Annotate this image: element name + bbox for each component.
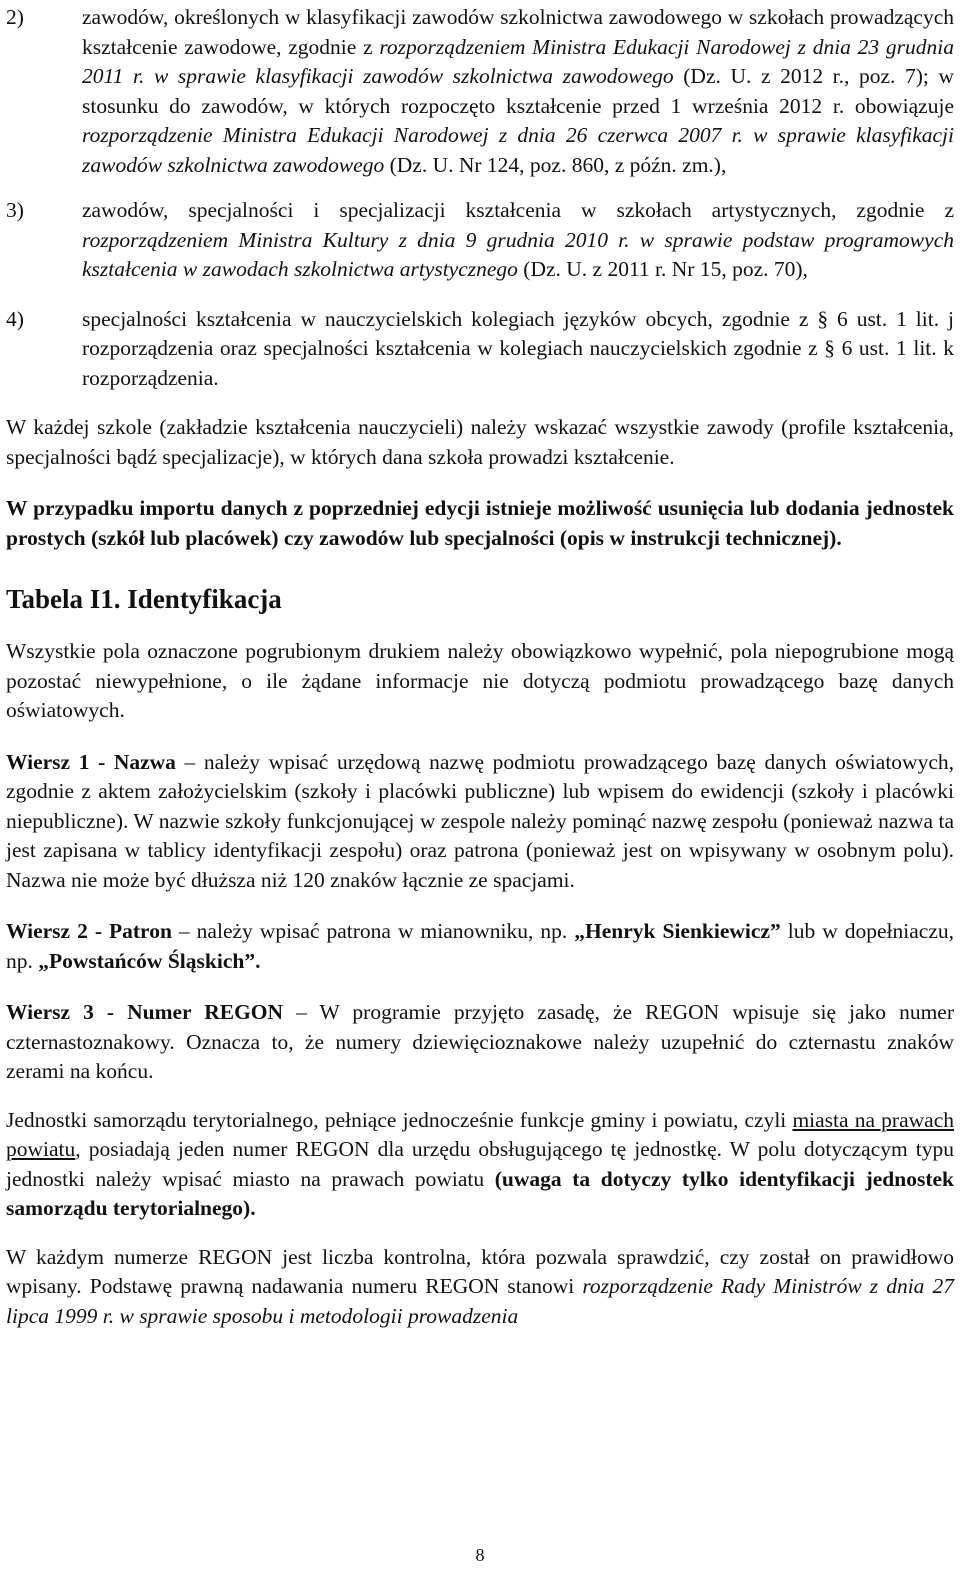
section-heading: Tabela I1. Identyfikacja bbox=[6, 584, 282, 614]
text-run: (Dz. U. z 2011 r. Nr 15, poz. 70), bbox=[517, 257, 808, 281]
import-note: W przypadku importu danych z poprzedniej edycji istnieje możliwość usunięcia lub dodania jednostek prostych (szkół lub placówek) czy zawodów lub specjalności (opis w instrukcji technicznej). bbox=[6, 496, 954, 550]
text-run: – W programie przyjęto zasadę, że REGON wpisuje się jako numer czternastoznakowy. Oznacza to, że numery dziewięcioznakowe należy uzupełnić do czternastu znaków zerami na końcu. bbox=[6, 1000, 954, 1083]
bold-text: „Henryk Sienkiewicz” bbox=[574, 919, 781, 943]
text-run: zawodów, specjalności i specjalizacji kształcenia w szkołach artystycznych, zgodnie z bbox=[82, 198, 954, 222]
bold-text: Wiersz 2 - Patron bbox=[6, 919, 172, 943]
text-run: Jednostki samorządu terytorialnego, pełniące jednocześnie funkcje gminy i powiatu, czyli bbox=[6, 1107, 793, 1132]
territorial-units-paragraph bbox=[6, 1106, 954, 1224]
page-number: 8 bbox=[475, 1545, 485, 1565]
legal-reference: rozporządzenie Ministra Edukacji Narodowej z dnia 26 czerwca 2007 r. w sprawie klasyfikacji zawodów szkolnictwa zawodowego bbox=[82, 123, 954, 177]
text-run: – należy wpisać urzędową nazwę podmiotu prowadzącego bazę danych oświatowych, zgodnie z aktem założycielskim (szkoły i placówki publiczne) lub wpisem do ewidencji (szkoły i placówki niepubliczne). W nazwie szkoły funkcjonującej w zespole należy pominąć nazwę zespołu (ponieważ nazwa ta jest zapisana w tablicy identyfikacji zespołu) oraz patrona (ponieważ jest on wpisywany w osobnym polu). Nazwa nie może być dłuższa niż 120 znaków łącznie ze spacjami. bbox=[6, 749, 954, 892]
row1-paragraph bbox=[6, 748, 954, 896]
document-page bbox=[6, 0, 954, 1331]
section-body bbox=[6, 637, 954, 1331]
list-item bbox=[6, 305, 954, 394]
intro-paragraph: W każdej szkole (zakładzie kształcenia nauczycieli) należy wskazać wszystkie zawody (profile kształcenia, specjalności bądź specjalizacje), w których dana szkoła prowadzi kształcenie. bbox=[6, 415, 954, 469]
list-number: 3) bbox=[6, 198, 24, 222]
list-item-text bbox=[82, 3, 954, 180]
legal-reference: rozporządzenie Rady Ministrów z dnia 27 lipca 1999 r. w sprawie sposobu i metodologii prowadzenia bbox=[6, 1274, 954, 1328]
bold-text: Wiersz 1 - Nazwa bbox=[6, 749, 176, 774]
bold-text: Wiersz 3 - Numer REGON bbox=[6, 1000, 284, 1024]
numbered-list bbox=[6, 3, 954, 393]
list-item-text bbox=[82, 196, 954, 285]
text-run: W każdym numerze REGON jest liczba kontrolna, która pozwala sprawdzić, czy został on prawidłowo wpisany. Podstawę prawną nadawania numeru REGON stanowi bbox=[6, 1244, 954, 1298]
text-run: (Dz. U. z 2012 r., poz. 7); w stosunku do zawodów, w których rozpoczęto kształcenie przed 1 września 2012 r. obowiązuje bbox=[82, 64, 954, 118]
legal-reference: rozporządzeniem Ministra Kultury z dnia 9 grudnia 2010 r. w sprawie podstaw programowych kształcenia w zawodach szkolnictwa artystycznego bbox=[82, 227, 954, 281]
underlined-text: miasta na prawach powiatu bbox=[6, 1107, 954, 1161]
text-run: , posiadają jeden numer REGON dla urzędu obsługującego tę jednostkę. W polu dotyczącym typu jednostki należy wpisać miasto na prawach powiatu bbox=[6, 1137, 954, 1191]
bold-text: (uwaga ta dotyczy tylko identyfikacji jednostek samorządu terytorialnego). bbox=[6, 1166, 954, 1220]
text-run: – należy wpisać patrona w mianowniku, np. bbox=[171, 919, 575, 943]
row3-paragraph bbox=[6, 998, 954, 1087]
list-number: 2) bbox=[6, 5, 24, 29]
list-item-text bbox=[82, 305, 954, 394]
text-run: zawodów, określonych w klasyfikacji zawodów szkolnictwa zawodowego w szkołach prowadzących kształcenie zawodowe, zgodnie z bbox=[82, 5, 954, 59]
text-run: lub w dopełniaczu, np. bbox=[6, 919, 954, 973]
regon-paragraph bbox=[6, 1243, 954, 1332]
list-item bbox=[6, 3, 954, 180]
fields-paragraph bbox=[6, 637, 954, 726]
text-run: Wszystkie pola oznaczone pogrubionym drukiem należy obowiązkowo wypełnić, pola niepogrubione mogą pozostać niewypełnione, o ile żądane informacje nie dotyczą podmiotu prowadzącego bazę danych oświatowych. bbox=[6, 639, 954, 722]
text-run: specjalności kształcenia w nauczycielskich kolegiach języków obcych, zgodnie z § 6 ust. 1 lit. j rozporządzenia oraz specjalności kształcenia w kolegiach nauczycielskich zgodnie z § 6 ust. 1 lit. k rozporządzenia. bbox=[82, 306, 954, 390]
list-item bbox=[6, 196, 954, 285]
list-number: 4) bbox=[6, 306, 24, 331]
bold-text: „Powstańców Śląskich”. bbox=[38, 948, 261, 973]
text-run: (Dz. U. Nr 124, poz. 860, z późn. zm.), bbox=[384, 152, 727, 177]
legal-reference: rozporządzeniem Ministra Edukacji Narodowej z dnia 23 grudnia 2011 r. w sprawie klasyfikacji zawodów szkolnictwa zawodowego bbox=[82, 34, 954, 88]
row2-paragraph bbox=[6, 917, 954, 976]
